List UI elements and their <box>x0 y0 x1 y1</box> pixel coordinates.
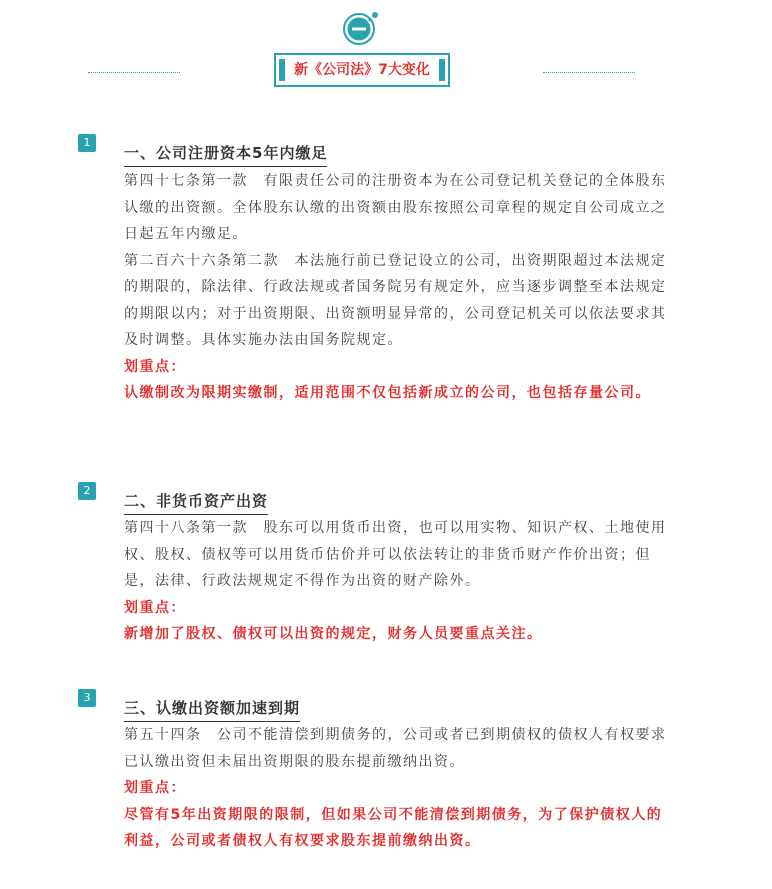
section-body <box>124 168 674 407</box>
paragraph: 第四十八条第一款 股东可以用货币出资，也可以用实物、知识产权、土地使用权、股权、债权等可以用货币估价并可以依法转让的非货币财产作价出资；但是，法律、行政法规规定不得作为出资的财产除外。 <box>124 520 667 589</box>
section-heading: 三、认缴出资额加速到期 <box>124 697 300 722</box>
highlight-text: 尽管有5年出资期限的限制，但如果公司不能清偿到期债务，为了保护债权人的利益，公司或者债权人有权要求股东提前缴纳出资。 <box>124 806 663 849</box>
section-one-icon <box>340 10 382 48</box>
title-box <box>274 53 450 87</box>
section-heading: 二、非货币资产出资 <box>124 490 268 515</box>
paragraph: 第五十四条 公司不能清偿到期债务的，公司或者已到期债权的债权人有权要求已认缴出资但未届出资期限的股东提前缴纳出资。 <box>124 727 667 770</box>
highlight-label: 划重点： <box>124 358 186 375</box>
highlight-text: 认缴制改为限期实缴制，适用范围不仅包括新成立的公司，也包括存量公司。 <box>124 385 651 401</box>
dotted-divider-left <box>88 72 180 73</box>
title-row <box>0 52 772 92</box>
paragraph: 第四十七条第一款 有限责任公司的注册资本为在公司登记机关登记的全体股东认缴的出资额。全体股东认缴的出资额由股东按照公司章程的规定自公司成立之日起五年内缴足。 <box>124 173 667 242</box>
section-heading: 一、公司注册资本5年内缴足 <box>124 142 327 167</box>
dotted-divider-right <box>543 72 635 73</box>
highlight-label: 划重点： <box>124 780 186 796</box>
page-title: 新《公司法》7大变化 <box>294 62 430 78</box>
section-body <box>124 515 674 648</box>
section-number-badge: 3 <box>78 689 96 707</box>
section-body <box>124 722 674 855</box>
paragraph: 第二百六十六条第二款 本法施行前已登记设立的公司，出资期限超过本法规定的期限的，除法律、行政法规或者国务院另有规定外，应当逐步调整至本法规定的期限以内；对于出资期限、出资额明显异常的，公司登记机关可以依法要求其及时调整。具体实施办法由国务院规定。 <box>124 252 667 348</box>
highlight-label: 划重点： <box>124 599 186 616</box>
highlight-text: 新增加了股权、债权可以出资的规定，财务人员要重点关注。 <box>124 626 543 642</box>
section-number-badge: 2 <box>78 482 96 500</box>
section-number-badge: 1 <box>78 134 96 152</box>
